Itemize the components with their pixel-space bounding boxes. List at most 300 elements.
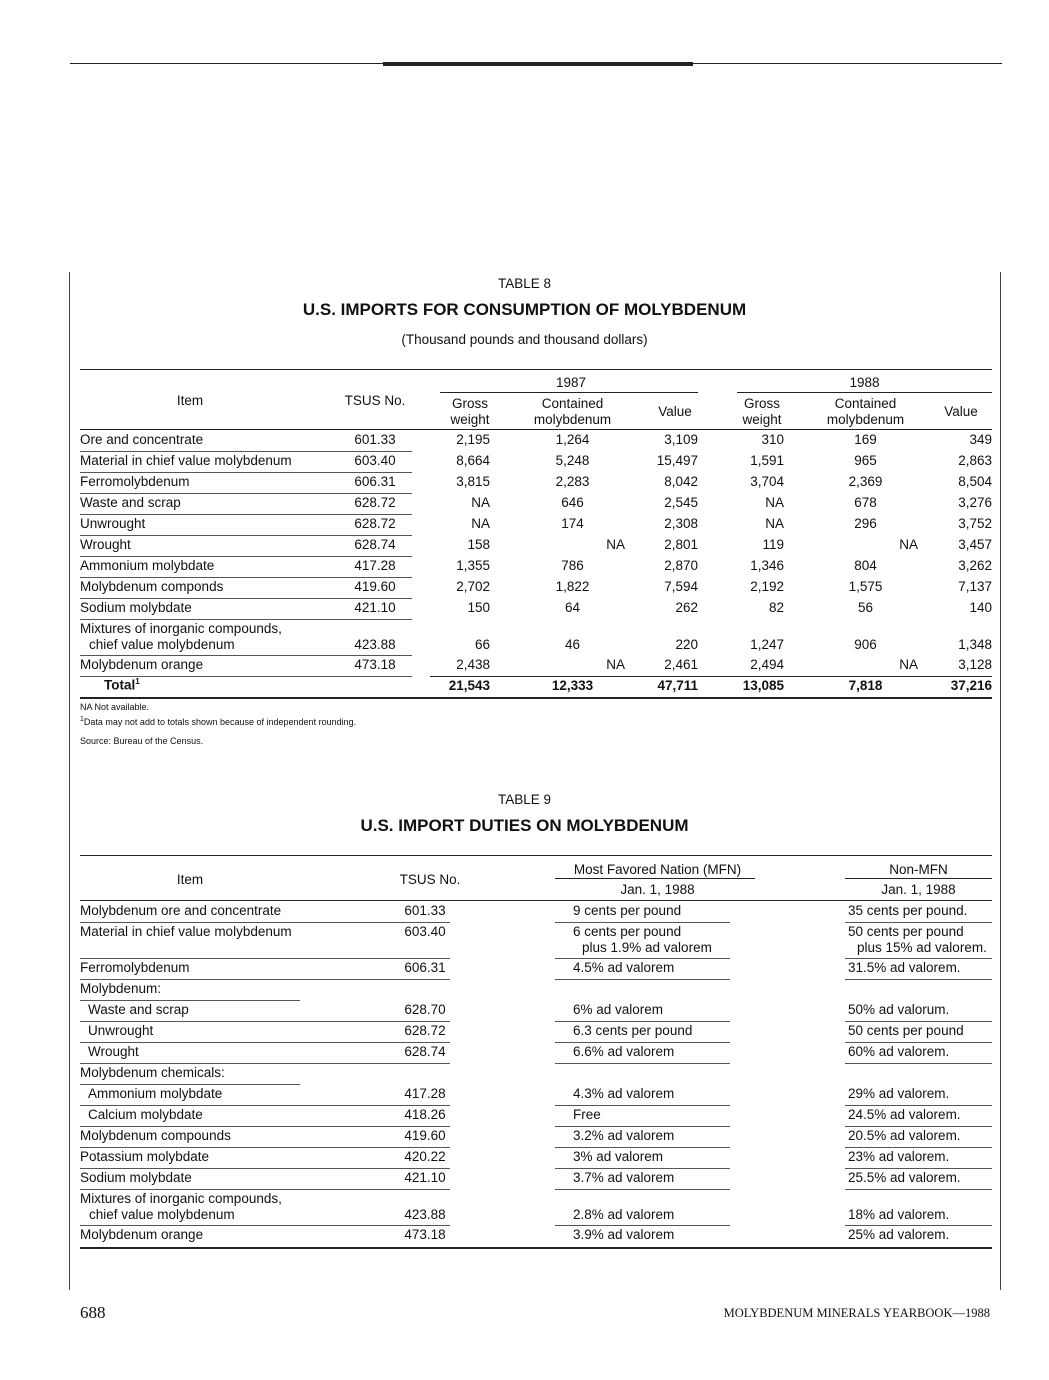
t9-nonmfn-line1: 20.5% ad valorem.	[848, 1128, 961, 1143]
t8-cell: 310	[761, 432, 784, 447]
t9-row-rule	[80, 1225, 380, 1226]
t9-nonmfn	[848, 1086, 998, 1102]
t9-mfn-line1: 2.8% ad valorem	[573, 1207, 675, 1222]
t9-nonmfn	[848, 1044, 998, 1060]
t9-item-line1: Molybdenum orange	[80, 1227, 204, 1242]
t8-tsus: 628.72	[354, 516, 396, 531]
t8-total-cell: 21,543	[448, 678, 490, 693]
t8-cell: 64	[564, 600, 581, 615]
t8-item-line1: Unwrought	[80, 516, 146, 531]
gross2-line2: weight	[742, 412, 782, 427]
t9-item-line1: Ammonium molybdate	[88, 1086, 223, 1101]
t8-col-tsus-header: TSUS No.	[344, 393, 406, 408]
t8-cell: 3,276	[958, 495, 992, 510]
t8-row-rule	[80, 577, 412, 578]
t8-cell: 66	[474, 637, 490, 652]
t9-item	[80, 981, 380, 997]
year1-underline	[440, 392, 698, 393]
t8-cell: 46	[564, 637, 581, 652]
table9-label: TABLE 9	[497, 792, 552, 807]
t8-contained1-header	[520, 396, 625, 428]
t8-cell: NA	[899, 657, 918, 672]
t9-nonmfn-line1: 50% ad valorum.	[848, 1002, 950, 1017]
t8-row-rule	[80, 451, 412, 452]
table9-top-rule	[80, 855, 992, 856]
t8-cell: 3,457	[958, 537, 992, 552]
t9-nonmfn	[848, 1002, 998, 1018]
t9-row-rule	[845, 1147, 992, 1148]
t9-row-rule	[555, 1063, 730, 1064]
t9-row-rule	[80, 1021, 380, 1022]
t9-item-line1: Potassium molybdate	[80, 1149, 210, 1164]
running-title: MOLYBDENUM MINERALS YEARBOOK—1988	[723, 1306, 990, 1320]
t9-col-item-header: Item	[176, 872, 204, 887]
t8-cell: 1,575	[848, 579, 883, 594]
t8-item-line1: Material in chief value molybdenum	[80, 453, 292, 468]
note-source: Source: Bureau of the Census.	[80, 736, 204, 746]
t9-nonmfn	[848, 960, 998, 976]
t9-item	[80, 903, 380, 919]
t8-cell: 140	[969, 600, 992, 615]
t9-tsus: 603.40	[404, 924, 446, 939]
t8-cell: 2,438	[456, 657, 490, 672]
t8-item	[80, 474, 330, 490]
contained2-line1: Contained	[834, 396, 897, 411]
t8-item-line1: Molybdenum orange	[80, 657, 204, 672]
t9-mfn-line1: 3.9% ad valorem	[573, 1227, 675, 1242]
year2-underline	[737, 392, 992, 393]
t9-row-rule	[380, 1189, 450, 1190]
t9-nonmfn	[848, 1128, 998, 1144]
t9-nonmfn-line1: 35 cents per pound.	[848, 903, 968, 918]
t9-mfn-line1: 3.2% ad valorem	[573, 1128, 675, 1143]
t8-item	[80, 657, 330, 673]
t9-item	[88, 1107, 388, 1123]
t8-cell: 8,664	[456, 453, 490, 468]
t8-cell: 5,248	[555, 453, 590, 468]
t9-nonmfn-line1: 50 cents per pound	[848, 1023, 964, 1038]
t8-cell: 8,504	[958, 474, 992, 489]
left-margin-rule	[69, 272, 70, 1290]
t8-cell: 3,109	[664, 432, 698, 447]
t9-row-rule	[555, 1021, 730, 1022]
t8-cell: 220	[675, 637, 698, 652]
t9-tsus: 628.72	[404, 1023, 446, 1038]
t8-tsus: 601.33	[354, 432, 396, 447]
t9-nonmfn-line1: 24.5% ad valorem.	[848, 1107, 961, 1122]
t8-total-cell: 12,333	[551, 678, 594, 693]
t8-cell: 1,264	[555, 432, 590, 447]
t9-nonmfn	[848, 1227, 998, 1243]
total-text: Total	[104, 677, 136, 693]
t9-tsus: 628.70	[404, 1002, 446, 1017]
t9-item-line2: chief value molybdenum	[89, 1207, 235, 1222]
t8-cell: 2,494	[750, 657, 784, 672]
t9-row-rule	[80, 1126, 380, 1127]
t8-cell: 2,702	[456, 579, 490, 594]
t8-cell: 678	[854, 495, 877, 510]
t9-nonmfn	[848, 1207, 998, 1223]
t8-cell: NA	[765, 516, 784, 531]
t9-item	[88, 1002, 388, 1018]
t8-cell: 56	[857, 600, 874, 615]
t9-item-line1: Waste and scrap	[88, 1002, 189, 1017]
t8-cell: 3,752	[958, 516, 992, 531]
t9-mfn-date: Jan. 1, 1988	[620, 882, 695, 897]
t9-item	[80, 1149, 380, 1165]
t9-item	[88, 1086, 388, 1102]
top-rule-thick	[383, 62, 693, 66]
t9-tsus: 417.28	[404, 1086, 446, 1101]
t9-row-rule	[845, 922, 992, 923]
nonmfn-underline	[845, 878, 992, 879]
t9-tsus: 601.33	[404, 903, 446, 918]
t9-item-line1: Molybdenum chemicals:	[80, 1065, 225, 1080]
t9-mfn	[573, 903, 773, 919]
t8-cell: 2,870	[664, 558, 698, 573]
t8-cell: 15,497	[656, 453, 698, 468]
t9-mfn	[573, 1086, 773, 1102]
t8-cell: NA	[471, 495, 490, 510]
t9-mfn	[573, 960, 773, 976]
t9-nonmfn	[848, 1170, 998, 1186]
t9-row-rule	[845, 1189, 992, 1190]
t9-mfn-line1: 6% ad valorem	[573, 1002, 664, 1017]
t9-mfn-line1: Free	[573, 1107, 601, 1122]
t9-mfn	[573, 1107, 773, 1123]
t8-tsus: 603.40	[354, 453, 396, 468]
t8-row-rule	[80, 472, 412, 473]
page-number: 688	[80, 1303, 106, 1322]
t9-nonmfn-line2: plus 15% ad valorem.	[857, 940, 987, 955]
t8-cell: 3,128	[958, 657, 992, 672]
t8-cell: 7,137	[958, 579, 992, 594]
t8-total-cell: 47,711	[657, 678, 698, 693]
t9-item-line1: Ferromolybdenum	[80, 960, 190, 975]
t8-item	[80, 432, 330, 448]
t8-item	[80, 495, 330, 511]
t9-item	[80, 1227, 380, 1243]
t8-item-line1: Ore and concentrate	[80, 432, 204, 447]
t9-col-tsus-header: TSUS No.	[399, 872, 461, 887]
t9-row-rule	[80, 1000, 300, 1001]
mfn-underline	[555, 878, 755, 879]
t9-nonmfn	[848, 903, 998, 919]
t9-mfn	[573, 1023, 773, 1039]
note1-text: Data may not add to totals shown because of independent rounding.	[83, 717, 357, 727]
t8-item-line1: Ferromolybdenum	[80, 474, 190, 489]
t8-row-rule	[80, 655, 412, 656]
t8-tsus: 628.74	[354, 537, 396, 552]
t8-row-rule	[80, 598, 412, 599]
t8-cell: NA	[606, 657, 625, 672]
t8-item	[80, 600, 330, 616]
t8-gross2-header	[722, 396, 802, 428]
t9-row-rule	[80, 1168, 380, 1169]
t8-cell: 158	[467, 537, 490, 552]
t9-tsus: 419.60	[404, 1128, 446, 1143]
t8-tsus: 606.31	[354, 474, 396, 489]
t9-nonmfn-header: Non-MFN	[889, 862, 948, 877]
t9-row-rule	[380, 1105, 450, 1106]
t9-row-rule	[80, 958, 380, 959]
t8-cell: 2,308	[664, 516, 698, 531]
t8-item-line1: Molybdenum componds	[80, 579, 224, 594]
t9-mfn	[573, 1044, 773, 1060]
table9-title: U.S. IMPORT DUTIES ON MOLYBDENUM	[360, 816, 689, 835]
t8-tsus: 417.28	[354, 558, 396, 573]
t8-cell: 786	[561, 558, 584, 573]
t9-mfn	[573, 924, 773, 956]
t9-nonmfn-line1: 25.5% ad valorem.	[848, 1170, 961, 1185]
t9-item	[88, 1044, 388, 1060]
t8-total-label	[104, 677, 140, 693]
t9-item-line1: Mixtures of inorganic compounds,	[80, 1191, 282, 1206]
t9-row-rule	[555, 1126, 730, 1127]
table8-label: TABLE 8	[497, 276, 552, 291]
t8-cell: NA	[471, 516, 490, 531]
t9-mfn	[573, 1170, 773, 1186]
t8-cell: 3,262	[958, 558, 992, 573]
t8-cell: 2,461	[664, 657, 698, 672]
t9-row-rule	[555, 1105, 730, 1106]
t9-row-rule	[380, 979, 450, 980]
t9-mfn-line1: 6.3 cents per pound	[573, 1023, 693, 1038]
t8-total-top-rule	[430, 676, 992, 677]
t8-cell: 174	[561, 516, 584, 531]
t8-cell: 2,801	[664, 537, 698, 552]
t9-row-rule	[80, 922, 380, 923]
t8-cell: 804	[854, 558, 877, 573]
t9-item-line1: Calcium molybdate	[88, 1107, 203, 1122]
t8-row-rule	[80, 619, 412, 620]
t8-cell: 1,822	[555, 579, 590, 594]
t9-item	[80, 1191, 380, 1223]
t9-row-rule	[845, 1126, 992, 1127]
t9-row-rule	[845, 1042, 992, 1043]
t9-tsus: 418.26	[404, 1107, 446, 1122]
t8-item-line1: Ammonium molybdate	[80, 558, 215, 573]
t8-cell: 2,863	[958, 453, 992, 468]
t8-bottom-rule	[80, 697, 992, 699]
t9-row-rule	[555, 958, 730, 959]
t8-value2-header: Value	[944, 404, 978, 419]
t9-mfn-line1: 4.3% ad valorem	[573, 1086, 675, 1101]
t9-row-rule	[845, 1225, 992, 1226]
t8-cell: 2,192	[750, 579, 784, 594]
t9-item-line1: Molybdenum compounds	[80, 1128, 231, 1143]
t9-tsus: 421.10	[404, 1170, 446, 1185]
t8-cell: 1,348	[958, 637, 992, 652]
t8-item	[80, 621, 330, 653]
t9-mfn-line1: 6.6% ad valorem	[573, 1044, 675, 1059]
t9-mfn-header: Most Favored Nation (MFN)	[573, 862, 742, 877]
t9-nonmfn	[848, 1107, 998, 1123]
t8-cell: 82	[768, 600, 784, 615]
t8-total-cell: 13,085	[742, 678, 784, 693]
t9-row-rule	[845, 1021, 992, 1022]
t9-nonmfn-line1: 18% ad valorem.	[848, 1207, 950, 1222]
t9-row-rule	[555, 922, 730, 923]
t8-cell: 3,815	[456, 474, 490, 489]
gross2-line1: Gross	[743, 396, 780, 411]
t8-gross1-header	[430, 396, 510, 428]
t8-total-cell: 37,216	[950, 678, 992, 693]
t8-cell: 965	[854, 453, 877, 468]
table8-title: U.S. IMPORTS FOR CONSUMPTION OF MOLYBDENUM	[302, 300, 747, 319]
note1-mark: 1	[80, 716, 84, 723]
contained1-line2: molybdenum	[533, 412, 612, 427]
t8-cell: 1,591	[750, 453, 784, 468]
t9-item-line1: Material in chief value molybdenum	[80, 924, 292, 939]
t9-row-rule	[555, 979, 730, 980]
t9-row-rule	[380, 1063, 450, 1064]
t9-item	[80, 960, 380, 976]
total-mark: 1	[135, 677, 140, 686]
t9-nonmfn	[848, 1149, 998, 1165]
t8-item-line1: Mixtures of inorganic compounds,	[80, 621, 282, 636]
t9-row-rule	[380, 1021, 450, 1022]
t8-cell: 296	[854, 516, 877, 531]
t9-bottom-rule	[80, 1247, 992, 1249]
t8-cell: 3,704	[750, 474, 784, 489]
t9-mfn-line1: 3% ad valorem	[573, 1149, 664, 1164]
gross1-line1: Gross	[451, 396, 488, 411]
t9-row-rule	[845, 958, 992, 959]
t9-mfn	[573, 1128, 773, 1144]
t9-row-rule	[80, 1042, 380, 1043]
t9-row-rule	[380, 922, 450, 923]
t8-contained2-header	[813, 396, 918, 428]
t9-row-rule	[380, 1225, 450, 1226]
t8-cell: 349	[969, 432, 992, 447]
t8-item	[80, 579, 330, 595]
t8-item-line1: Wrought	[80, 537, 131, 552]
contained2-line2: molybdenum	[826, 412, 905, 427]
t9-item-line1: Sodium molybdate	[80, 1170, 192, 1185]
t8-cell: 2,369	[848, 474, 883, 489]
t9-item	[80, 1128, 380, 1144]
table8-top-rule	[80, 369, 992, 370]
t9-row-rule	[380, 958, 450, 959]
t8-cell: 169	[854, 432, 877, 447]
t9-nonmfn-line1: 23% ad valorem.	[848, 1149, 950, 1164]
t9-tsus: 420.22	[404, 1149, 446, 1164]
t9-row-rule	[80, 1105, 380, 1106]
t8-cell: 1,346	[750, 558, 784, 573]
t9-item	[88, 1023, 388, 1039]
t8-total-cell: 7,818	[848, 678, 883, 693]
table8-year1: 1987	[555, 375, 587, 390]
t9-row-rule	[555, 1225, 730, 1226]
t9-row-rule	[845, 979, 992, 980]
t9-row-rule	[80, 979, 380, 980]
t9-row-rule	[80, 1063, 380, 1064]
t9-nonmfn-line1: 29% ad valorem.	[848, 1086, 950, 1101]
note-na: NA Not available.	[80, 702, 150, 712]
t8-tsus: 628.72	[354, 495, 396, 510]
t8-tsus: 421.10	[354, 600, 396, 615]
t9-item-line1: Molybdenum ore and concentrate	[80, 903, 282, 918]
t9-nonmfn	[848, 1023, 998, 1039]
t8-item	[80, 537, 330, 553]
t9-row-rule	[845, 1168, 992, 1169]
t8-item	[80, 558, 330, 574]
t8-cell: 2,545	[664, 495, 698, 510]
t9-row-rule	[555, 1147, 730, 1148]
t8-cell: 262	[675, 600, 698, 615]
t8-item	[80, 516, 330, 532]
t8-cell: 119	[762, 537, 784, 552]
t8-cell: 7,594	[664, 579, 698, 594]
t9-mfn	[573, 1207, 773, 1223]
t8-tsus: 423.88	[354, 637, 396, 652]
t9-row-rule	[380, 1147, 450, 1148]
t8-cell: 8,042	[664, 474, 698, 489]
t9-item	[80, 1170, 380, 1186]
t9-row-rule	[845, 1105, 992, 1106]
t9-mfn-line1: 3.7% ad valorem	[573, 1170, 675, 1185]
right-margin-rule	[1000, 272, 1001, 1290]
t9-nonmfn-line1: 25% ad valorem.	[848, 1227, 950, 1242]
t9-row-rule	[80, 1147, 380, 1148]
table8-subtitle: (Thousand pounds and thousand dollars)	[401, 332, 648, 347]
contained1-line1: Contained	[541, 396, 604, 411]
t8-cell: 2,195	[456, 432, 490, 447]
t8-item	[80, 453, 330, 469]
t8-row-rule	[80, 535, 412, 536]
t9-row-rule	[555, 1189, 730, 1190]
t9-mfn	[573, 1149, 773, 1165]
t9-tsus: 606.31	[404, 960, 446, 975]
t9-mfn-line1: 6 cents per pound	[573, 924, 682, 939]
t8-row-rule	[80, 493, 412, 494]
t9-row-rule	[80, 1189, 380, 1190]
t8-cell: NA	[606, 537, 625, 552]
t9-mfn	[573, 1002, 773, 1018]
t9-tsus: 423.88	[404, 1207, 446, 1222]
t8-cell: 150	[467, 600, 490, 615]
t9-mfn-line1: 9 cents per pound	[573, 903, 682, 918]
t9-mfn-line2: plus 1.9% ad valorem	[582, 940, 712, 955]
t9-item-line1: Molybdenum:	[80, 981, 162, 996]
table8-header-rule	[80, 429, 992, 430]
t9-row-rule	[380, 1168, 450, 1169]
t8-cell: 906	[854, 637, 877, 652]
t8-tsus: 419.60	[354, 579, 396, 594]
t8-value1-header: Value	[658, 404, 692, 419]
t9-item	[80, 1065, 380, 1081]
t8-cell: 1,247	[750, 637, 784, 652]
t8-cell: 646	[561, 495, 584, 510]
t9-tsus: 473.18	[404, 1227, 446, 1242]
t9-row-rule	[555, 1168, 730, 1169]
t9-mfn-line1: 4.5% ad valorem	[573, 960, 675, 975]
gross1-line2: weight	[450, 412, 490, 427]
t8-item-line2: chief value molybdenum	[89, 637, 235, 652]
t9-row-rule	[380, 1042, 450, 1043]
table9-header-rule	[80, 900, 992, 901]
t9-nonmfn-line1: 60% ad valorem.	[848, 1044, 950, 1059]
t8-col-item-header: Item	[176, 393, 204, 408]
t9-item-line1: Wrought	[88, 1044, 139, 1059]
t8-cell: NA	[765, 495, 784, 510]
t8-item-line1: Sodium molybdate	[80, 600, 192, 615]
t9-row-rule	[380, 1126, 450, 1127]
t9-item	[80, 924, 380, 940]
t9-mfn	[573, 1227, 773, 1243]
t9-nonmfn-line1: 31.5% ad valorem.	[848, 960, 961, 975]
